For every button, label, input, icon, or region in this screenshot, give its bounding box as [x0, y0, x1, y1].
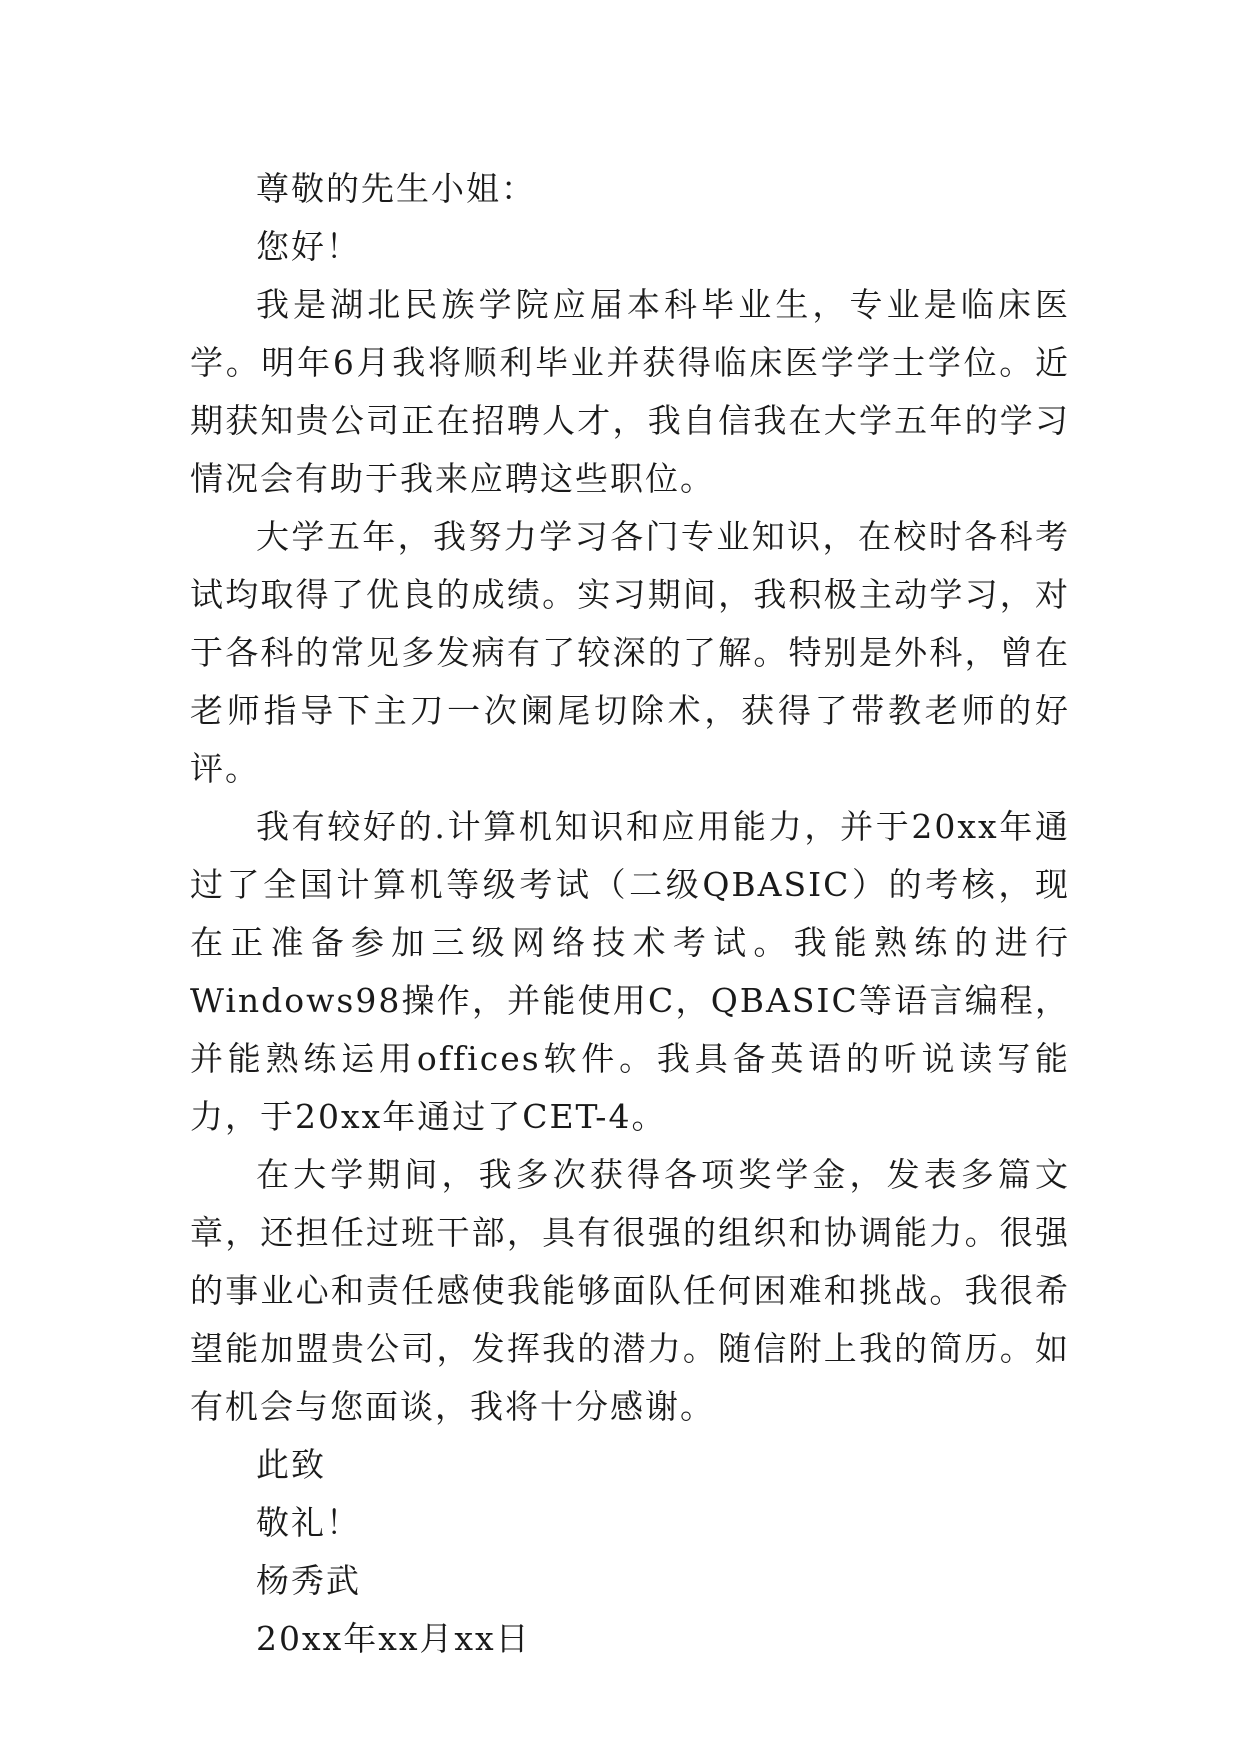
greeting: 您好！: [256, 227, 361, 266]
body-paragraph-1: 我是湖北民族学院应届本科毕业生，专业是临床医学。明年6月我将顺利毕业并获得临床医学学士学位。近期获知贵公司正在招聘人才，我自信我在大学五年的学习情况会有助于我来应聘这些职位。: [190, 285, 1070, 498]
body-paragraph-2: 大学五年，我努力学习各门专业知识，在校时各科考试均取得了优良的成绩。实习期间，我积极主动学习，对于各科的常见多发病有了较深的了解。特别是外科，曾在老师指导下主刀一次阑尾切除术，获得了带教老师的好评。: [190, 517, 1070, 788]
signature: 杨秀武: [256, 1561, 361, 1600]
closing-line-2: 敬礼！: [256, 1503, 361, 1542]
body-paragraph-4: 在大学期间，我多次获得各项奖学金，发表多篇文章，还担任过班干部，具有很强的组织和协调能力。很强的事业心和责任感使我能够面队任何困难和挑战。我很希望能加盟贵公司，发挥我的潜力。随信附上我的简历。如有机会与您面谈，我将十分感谢。: [190, 1155, 1070, 1426]
salutation: 尊敬的先生小姐：: [256, 169, 536, 208]
date: 20xx年xx月xx日: [256, 1619, 531, 1658]
closing-line-1: 此致: [256, 1445, 326, 1484]
cover-letter: [190, 160, 1070, 1668]
body-paragraph-3: 我有较好的.计算机知识和应用能力，并于20xx年通过了全国计算机等级考试（二级QBASIC）的考核，现在正准备参加三级网络技术考试。我能熟练的进行Windows98操作，并能使用C，QBASIC等语言编程，并能熟练运用offices软件。我具备英语的听说读写能力，于20xx年通过了CET-4。: [190, 807, 1070, 1136]
